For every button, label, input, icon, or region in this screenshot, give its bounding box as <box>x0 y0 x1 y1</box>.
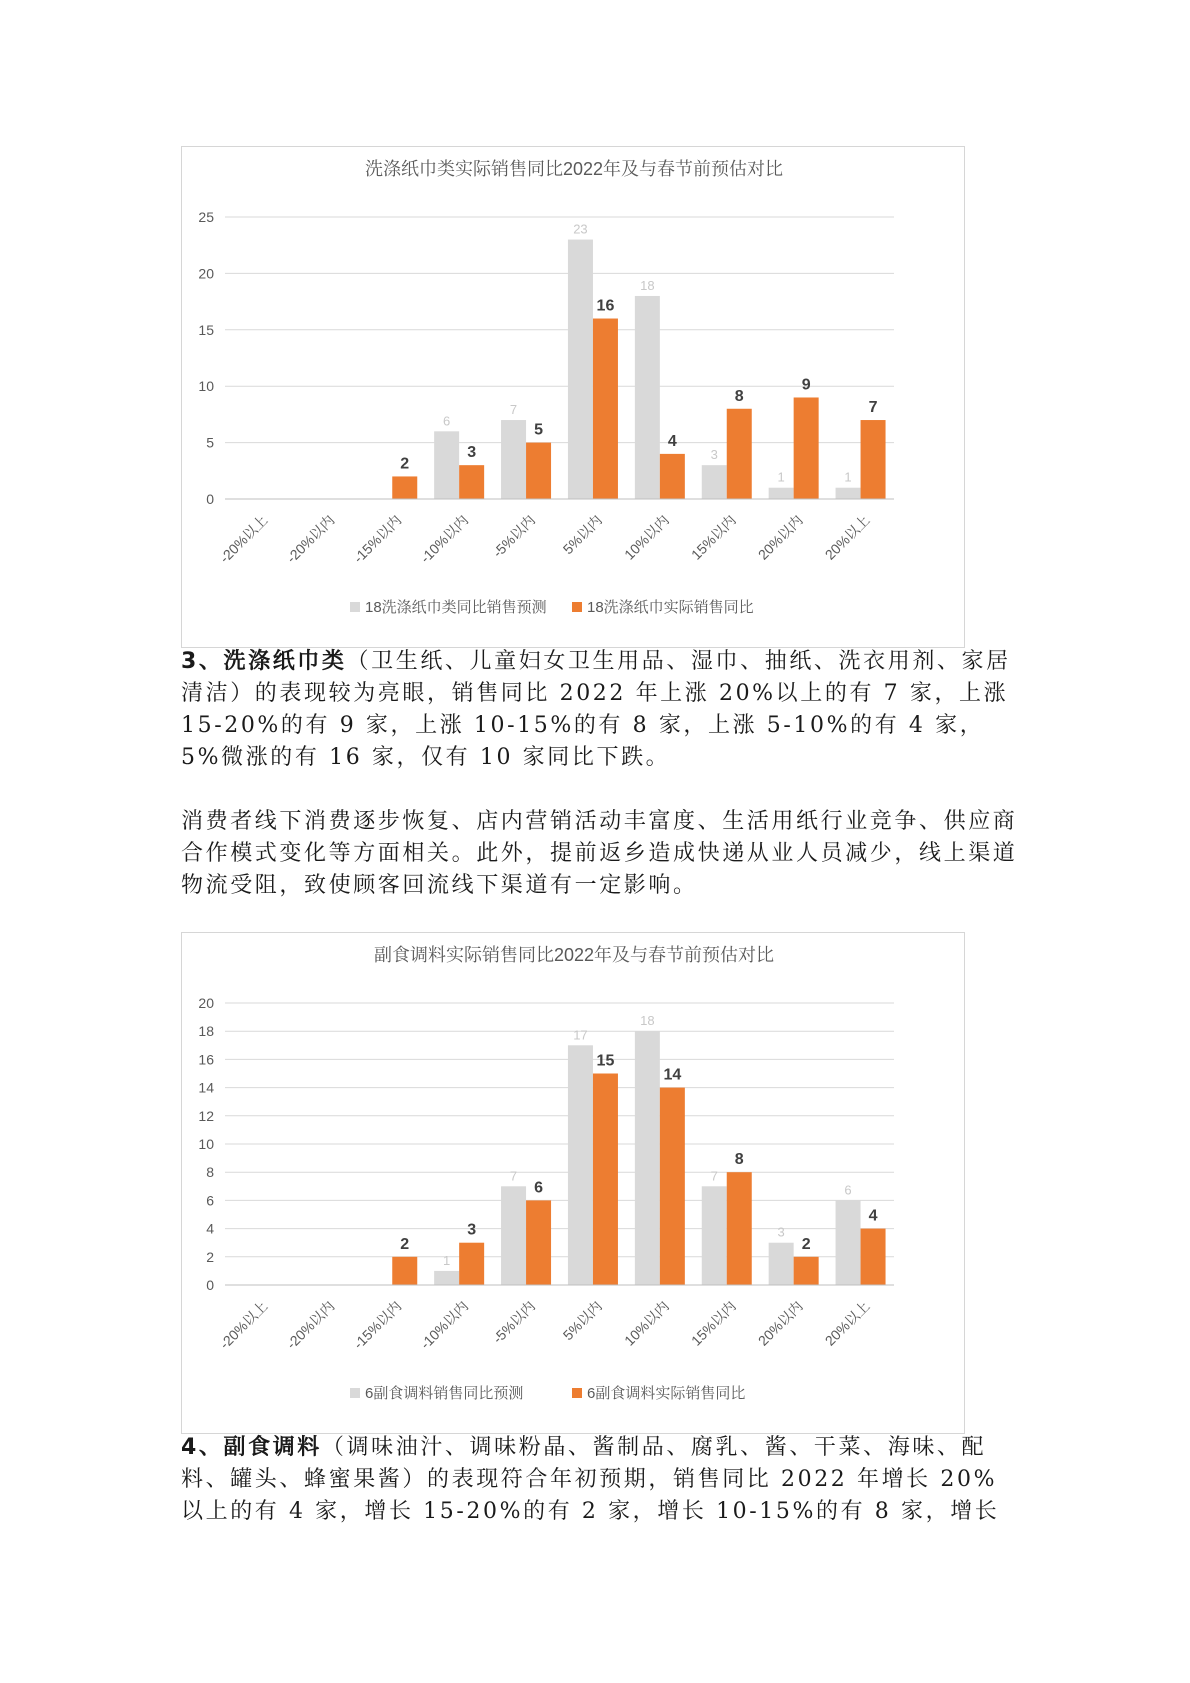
y-tick-label: 20 <box>198 265 214 282</box>
x-tick-label: 5%以内 <box>559 1297 606 1344</box>
bar-actual <box>660 454 685 499</box>
chart-laundry-paper-svg <box>182 147 966 649</box>
y-tick-label: 0 <box>206 491 214 507</box>
chart-title: 洗涤纸巾类实际销售同比2022年及与春节前预估对比 <box>364 159 784 179</box>
bar-forecast <box>568 240 593 499</box>
bar-forecast <box>769 488 794 499</box>
y-tick-label: 25 <box>198 209 214 225</box>
chart-condiments <box>181 932 965 1434</box>
bar-forecast <box>568 1045 593 1285</box>
bar-actual <box>526 443 551 499</box>
section-heading-laundry-paper: 3、洗涤纸巾类 <box>181 649 347 674</box>
bar-actual <box>660 1088 685 1285</box>
bar-forecast <box>836 1200 861 1285</box>
data-label-forecast: 1 <box>844 469 852 485</box>
paragraph-condiments-body: （调味油汁、调味粉晶、酱制品、腐乳、酱、干菜、海味、配料、罐头、蜂蜜果酱）的表现符合年初预期，销售同比 2022 年增长 20%以上的有 4 家，增长 15-20%的有 2 家，增长 10-15%的有 8 家，增长 <box>181 1435 1000 1524</box>
bar-forecast <box>702 1186 727 1285</box>
x-tick-label: -15%以内 <box>350 511 405 567</box>
y-tick-label: 5 <box>206 434 214 451</box>
bar-forecast <box>769 1243 794 1285</box>
y-tick-label: 0 <box>206 1277 214 1293</box>
x-tick-label: 20%以上 <box>821 1297 873 1349</box>
paragraph-condiments <box>181 1432 1021 1528</box>
x-tick-label: -10%以内 <box>417 1297 472 1353</box>
bar-forecast <box>702 465 727 499</box>
x-tick-label: -5%以内 <box>489 511 539 561</box>
bar-forecast <box>836 488 861 499</box>
bar-forecast <box>434 431 459 499</box>
data-label-forecast: 6 <box>844 1182 852 1198</box>
bar-actual <box>593 1074 618 1286</box>
bar-actual <box>727 409 752 499</box>
y-tick-label: 6 <box>206 1192 214 1209</box>
x-tick-label: -10%以内 <box>417 511 472 567</box>
y-tick-label: 14 <box>198 1079 214 1096</box>
x-tick-label: 10%以内 <box>621 511 672 563</box>
data-label-actual: 14 <box>663 1066 682 1084</box>
bar-actual <box>392 1257 417 1285</box>
y-tick-label: 12 <box>198 1107 214 1124</box>
section-heading-condiments: 4、副食调料 <box>181 1435 322 1460</box>
data-label-actual: 2 <box>801 1235 811 1253</box>
bar-actual <box>861 1229 886 1285</box>
bar-forecast <box>501 420 526 499</box>
x-tick-label: 20%以内 <box>754 1297 806 1349</box>
x-tick-label: -20%以上 <box>216 1297 271 1353</box>
y-tick-label: 4 <box>206 1220 214 1237</box>
bar-forecast <box>635 296 660 499</box>
data-label-actual: 9 <box>801 376 811 394</box>
x-tick-label: -15%以内 <box>350 1297 405 1353</box>
x-tick-label: -20%以内 <box>283 511 338 567</box>
bar-actual <box>727 1172 752 1285</box>
chart-title: 副食调料实际销售同比2022年及与春节前预估对比 <box>373 945 775 965</box>
paragraph-laundry-paper-body: （卫生纸、儿童妇女卫生用品、湿巾、抽纸、洗衣用剂、家居清洁）的表现较为亮眼，销售同比 2022 年上涨 20%以上的有 7 家，上涨 15-20%的有 9 家，上涨 10-15%的有 8 家，上涨 5-10%的有 4 家，5%微涨的有 16 家，仅有 10 家同比下跌。 <box>181 649 1011 770</box>
x-tick-label: -20%以内 <box>283 1297 338 1353</box>
y-tick-label: 10 <box>198 378 214 395</box>
data-label-forecast: 18 <box>640 277 655 293</box>
bar-actual <box>392 476 417 499</box>
data-label-forecast: 3 <box>777 1224 785 1240</box>
legend-label-forecast: 6副食调料销售同比预测 <box>365 1385 524 1402</box>
bar-actual <box>794 1257 819 1285</box>
y-tick-label: 2 <box>206 1248 214 1265</box>
legend-label-actual: 18洗涤纸巾实际销售同比 <box>587 599 754 616</box>
data-label-actual: 3 <box>467 444 477 462</box>
data-label-forecast: 17 <box>573 1027 588 1043</box>
data-label-actual: 8 <box>734 1151 744 1169</box>
data-label-actual: 16 <box>596 297 615 315</box>
data-label-forecast: 1 <box>443 1252 451 1268</box>
x-tick-label: 5%以内 <box>559 511 606 558</box>
bar-actual <box>593 319 618 499</box>
paragraph-laundry-paper <box>181 646 1021 774</box>
bar-forecast <box>501 1186 526 1285</box>
data-label-forecast: 3 <box>710 447 718 463</box>
y-tick-label: 15 <box>198 321 214 338</box>
y-tick-label: 18 <box>198 1023 214 1040</box>
data-label-forecast: 7 <box>509 1168 518 1184</box>
chart-laundry-paper <box>181 146 965 648</box>
legend-swatch-actual <box>572 1388 582 1398</box>
data-label-actual: 2 <box>400 455 410 473</box>
x-tick-label: -5%以内 <box>489 1297 539 1347</box>
x-tick-label: 15%以内 <box>687 511 739 563</box>
bar-actual <box>861 420 886 499</box>
legend-swatch-forecast <box>350 1388 360 1398</box>
y-tick-label: 10 <box>198 1136 214 1152</box>
data-label-forecast: 6 <box>443 413 451 429</box>
bar-forecast <box>635 1031 660 1285</box>
y-tick-label: 16 <box>198 1051 214 1068</box>
x-tick-label: 20%以内 <box>754 511 806 563</box>
x-tick-label: -20%以上 <box>216 511 271 567</box>
data-label-forecast: 7 <box>509 402 518 418</box>
x-tick-label: 15%以内 <box>687 1297 739 1349</box>
legend-swatch-actual <box>572 602 582 612</box>
bar-actual <box>459 465 484 499</box>
data-label-actual: 2 <box>400 1235 410 1253</box>
bar-actual <box>794 397 819 499</box>
data-label-actual: 7 <box>868 399 878 417</box>
data-label-forecast: 7 <box>710 1168 718 1184</box>
data-label-actual: 5 <box>534 421 544 439</box>
data-label-forecast: 23 <box>573 221 588 237</box>
y-tick-label: 20 <box>198 995 214 1011</box>
data-label-forecast: 1 <box>777 469 785 485</box>
bar-actual <box>526 1200 551 1285</box>
data-label-actual: 15 <box>596 1052 615 1070</box>
x-tick-label: 10%以内 <box>621 1297 672 1349</box>
data-label-forecast: 18 <box>640 1013 655 1029</box>
data-label-actual: 6 <box>534 1179 544 1197</box>
data-label-actual: 8 <box>734 387 744 405</box>
legend-label-actual: 6副食调料实际销售同比 <box>587 1385 746 1402</box>
paragraph-consumer-recovery: 消费者线下消费逐步恢复、店内营销活动丰富度、生活用纸行业竞争、供应商合作模式变化等方面相关。此外，提前返乡造成快递从业人员减少，线上渠道物流受阻，致使顾客回流线下渠道有一定影响。 <box>181 809 1018 898</box>
legend-label-forecast: 18洗涤纸巾类同比销售预测 <box>365 599 547 616</box>
bar-actual <box>459 1243 484 1285</box>
y-tick-label: 8 <box>206 1164 214 1181</box>
data-label-actual: 4 <box>667 432 677 450</box>
chart-condiments-svg <box>182 933 966 1435</box>
data-label-actual: 4 <box>868 1207 878 1225</box>
legend-swatch-forecast <box>350 602 360 612</box>
bar-forecast <box>434 1271 459 1285</box>
data-label-actual: 3 <box>467 1221 477 1239</box>
x-tick-label: 20%以上 <box>821 511 873 563</box>
